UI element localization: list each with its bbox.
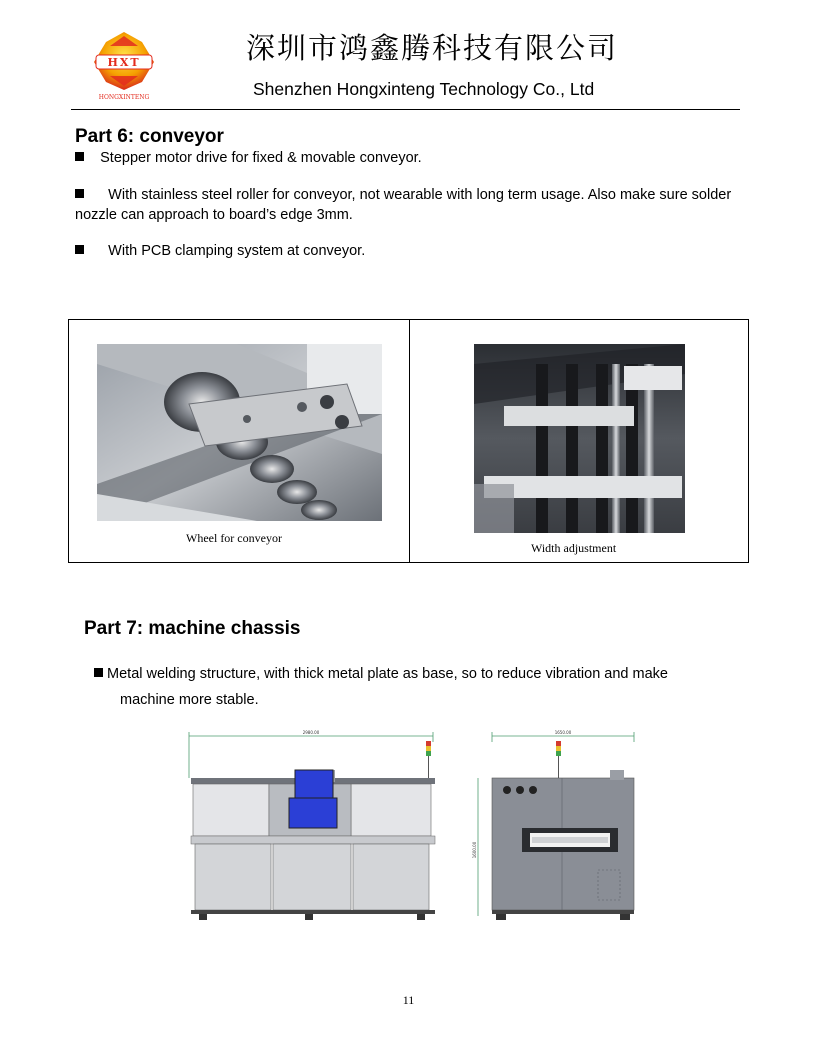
part7-bullet-1 xyxy=(94,664,754,684)
width-adjustment-caption: Width adjustment xyxy=(531,541,617,555)
bullet-square-icon xyxy=(94,668,103,677)
svg-text:HONGXINTENG: HONGXINTENG xyxy=(98,94,150,101)
side-height-dimension: 1600.00 xyxy=(472,841,477,859)
width-adjustment-photo xyxy=(474,344,685,533)
svg-text:HXT: HXT xyxy=(107,56,141,69)
bullet-text: With stainless steel roller for conveyor, not wearable with long term usage. Also make sure solder nozzle can approach to board’s edge 3mm. xyxy=(75,187,732,223)
bullet-square-icon xyxy=(75,245,84,254)
conveyor-image-table xyxy=(68,319,749,563)
side-width-dimension: 1650.00 xyxy=(554,730,572,735)
wheel-conveyor-photo xyxy=(97,344,382,521)
part6-bullet-3 xyxy=(75,241,755,261)
part6-heading: Part 6: conveyor xyxy=(75,126,224,147)
front-width-dimension: 2980.00 xyxy=(302,730,320,735)
bullet-text: Stepper motor drive for fixed & movable conveyor. xyxy=(100,150,422,166)
part7-heading: Part 7: machine chassis xyxy=(84,618,301,639)
part6-bullet-2 xyxy=(75,185,755,225)
machine-front-view-drawing xyxy=(185,730,440,922)
machine-side-view-drawing xyxy=(470,730,640,922)
bullet-square-icon xyxy=(75,152,84,161)
part6-bullet-1 xyxy=(75,148,755,168)
bullet-text-line2: machine more stable. xyxy=(120,692,259,708)
company-name-english: Shenzhen Hongxinteng Technology Co., Ltd xyxy=(253,79,595,99)
company-name-chinese: 深圳市鸿鑫腾科技有限公司 xyxy=(246,31,619,65)
bullet-square-icon xyxy=(75,189,84,198)
header-divider xyxy=(71,109,740,110)
bullet-text: With PCB clamping system at conveyor. xyxy=(108,243,366,259)
company-logo xyxy=(90,28,158,102)
bullet-text-line1: Metal welding structure, with thick metal plate as base, so to reduce vibration and make xyxy=(107,666,668,682)
wheel-conveyor-caption: Wheel for conveyor xyxy=(186,531,282,545)
table-divider xyxy=(409,320,410,562)
page-number: 11 xyxy=(402,993,415,1007)
